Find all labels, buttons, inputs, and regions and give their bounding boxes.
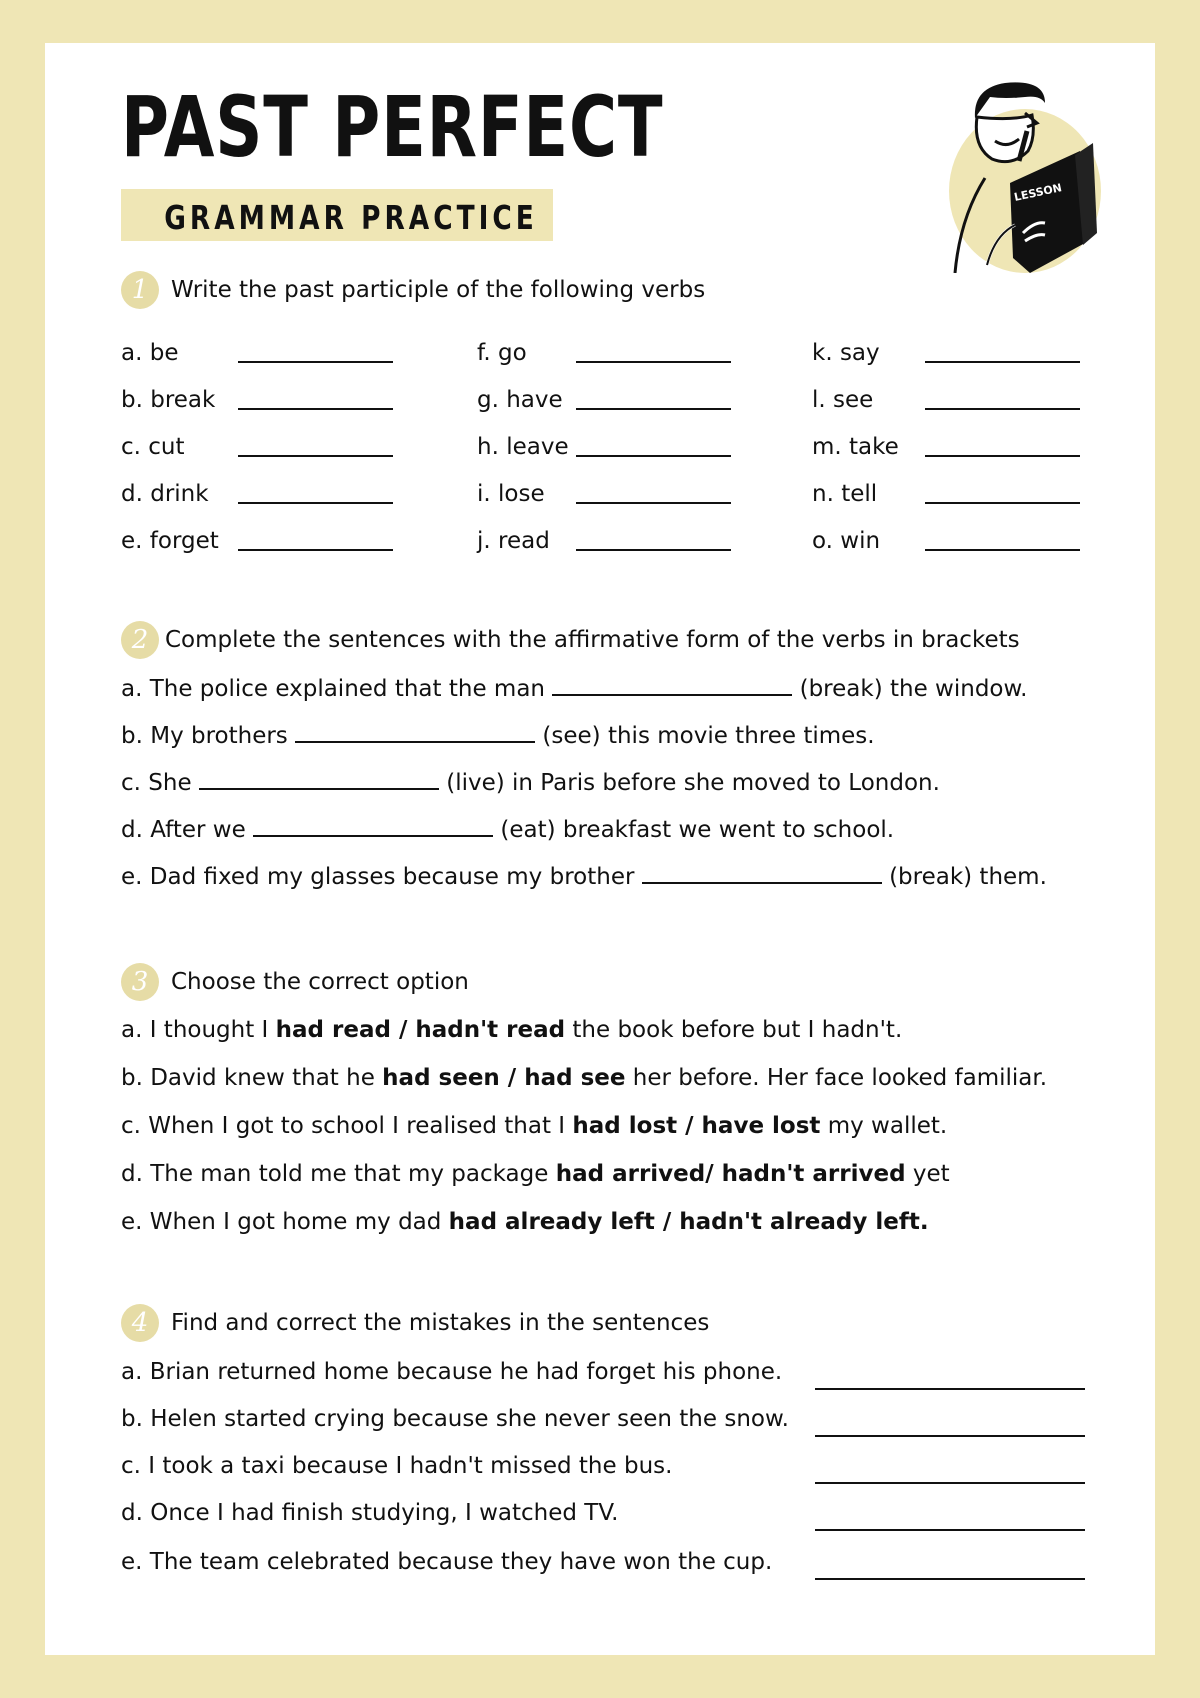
sentence-item: b. Helen started crying because she never seen the snow.	[121, 1406, 789, 1432]
student-reading-illustration	[915, 73, 1125, 273]
verb-item: b. break	[121, 387, 216, 413]
answer-options[interactable]: had read / hadn't read	[275, 1017, 566, 1043]
verb-item: d. drink	[121, 481, 209, 507]
page-subtitle: GRAMMAR PRACTICE	[164, 198, 538, 237]
book-cover-label: LESSON	[1012, 181, 1064, 204]
answer-blank[interactable]	[576, 455, 731, 457]
verb-item: m. take	[812, 434, 899, 460]
verb-item: j. read	[477, 528, 550, 554]
answer-blank[interactable]	[253, 817, 493, 837]
answer-blank[interactable]	[925, 502, 1080, 504]
sentence-item	[121, 1161, 950, 1187]
correction-blank[interactable]	[815, 1529, 1085, 1531]
section-3-instruction: Choose the correct option	[171, 969, 469, 995]
answer-options[interactable]: had arrived/ hadn't arrived	[555, 1161, 906, 1187]
answer-blank[interactable]	[925, 455, 1080, 457]
sentence-text: c. When I got to school I realised that I	[121, 1113, 573, 1139]
answer-options[interactable]: had seen / had see	[382, 1065, 626, 1091]
section-1-instruction: Write the past participle of the following verbs	[171, 277, 706, 303]
answer-blank[interactable]	[576, 408, 731, 410]
section-4-instruction: Find and correct the mistakes in the sentences	[171, 1310, 710, 1336]
verb-item: g. have	[477, 387, 563, 413]
answer-blank[interactable]	[199, 770, 439, 790]
sentence-text: (see) this movie three times.	[542, 723, 875, 749]
section-number-2: 2	[121, 621, 159, 659]
section-2-instruction: Complete the sentences with the affirmative form of the verbs in brackets	[165, 627, 1020, 653]
correction-blank[interactable]	[815, 1388, 1085, 1390]
sentence-item	[121, 1017, 902, 1043]
answer-blank[interactable]	[238, 549, 393, 551]
sentence-text: b. David knew that he	[121, 1065, 383, 1091]
section-number-3: 3	[121, 963, 159, 1001]
answer-blank[interactable]	[238, 455, 393, 457]
sentence-text: the book before but I hadn't.	[565, 1017, 903, 1043]
verb-item: e. forget	[121, 528, 219, 554]
verb-item: a. be	[121, 340, 179, 366]
answer-blank[interactable]	[925, 408, 1080, 410]
answer-options[interactable]: had lost / have lost	[572, 1113, 821, 1139]
answer-blank[interactable]	[576, 361, 731, 363]
answer-blank[interactable]	[642, 864, 882, 884]
section-2-header	[121, 621, 1020, 659]
sentence-text: a. The police explained that the man	[121, 676, 545, 702]
sentence-text: c. She	[121, 770, 192, 796]
verb-item: i. lose	[477, 481, 545, 507]
sentence-text: b. My brothers	[121, 723, 288, 749]
correction-blank[interactable]	[815, 1578, 1085, 1580]
sentence-text: (break) the window.	[799, 676, 1028, 702]
verb-item: k. say	[812, 340, 880, 366]
correction-blank[interactable]	[815, 1482, 1085, 1484]
sentence-item: c. I took a taxi because I hadn't missed the bus.	[121, 1453, 673, 1479]
sentence-item: e. The team celebrated because they have won the cup.	[121, 1549, 773, 1575]
sentence-item	[121, 770, 940, 796]
sentence-item	[121, 1209, 929, 1235]
sentence-text: d. After we	[121, 817, 246, 843]
page-title: PAST PERFECT	[121, 78, 664, 176]
answer-blank[interactable]	[925, 549, 1080, 551]
answer-blank[interactable]	[238, 408, 393, 410]
sentence-text: a. I thought I	[121, 1017, 276, 1043]
sentence-item: a. Brian returned home because he had forget his phone.	[121, 1359, 783, 1385]
answer-blank[interactable]	[295, 723, 535, 743]
verb-item: n. tell	[812, 481, 878, 507]
answer-blank[interactable]	[238, 502, 393, 504]
correction-blank[interactable]	[815, 1435, 1085, 1437]
sentence-item	[121, 817, 894, 843]
section-4-header	[121, 1304, 709, 1342]
sentence-text: (eat) breakfast we went to school.	[500, 817, 895, 843]
answer-blank[interactable]	[238, 361, 393, 363]
sentence-text: e. Dad fixed my glasses because my brother	[121, 864, 635, 890]
sentence-item	[121, 864, 1047, 890]
answer-blank[interactable]	[925, 361, 1080, 363]
sentence-text: d. The man told me that my package	[121, 1161, 556, 1187]
sentence-text: yet	[905, 1161, 950, 1187]
section-1-header	[121, 271, 705, 309]
verb-item: o. win	[812, 528, 881, 554]
verb-item: l. see	[812, 387, 874, 413]
section-3-header	[121, 963, 469, 1001]
answer-blank[interactable]	[552, 676, 792, 696]
sentence-text: e. When I got home my dad	[121, 1209, 449, 1235]
answer-options[interactable]: had already left / hadn't already left.	[448, 1209, 929, 1235]
sentence-item	[121, 676, 1028, 702]
sentence-item	[121, 1113, 947, 1139]
answer-blank[interactable]	[576, 549, 731, 551]
sentence-text: my wallet.	[820, 1113, 948, 1139]
sentence-text: her before. Her face looked familiar.	[625, 1065, 1048, 1091]
sentence-item	[121, 723, 875, 749]
sentence-item: d. Once I had finish studying, I watched TV.	[121, 1500, 619, 1526]
verb-item: h. leave	[477, 434, 569, 460]
verb-item: f. go	[477, 340, 527, 366]
worksheet-page	[45, 43, 1155, 1655]
sentence-item	[121, 1065, 1047, 1091]
section-number-1: 1	[121, 271, 159, 309]
section-number-4: 4	[121, 1304, 159, 1342]
sentence-text: (break) them.	[889, 864, 1047, 890]
answer-blank[interactable]	[576, 502, 731, 504]
sentence-text: (live) in Paris before she moved to London.	[446, 770, 940, 796]
subtitle-banner	[121, 189, 553, 241]
verb-item: c. cut	[121, 434, 185, 460]
